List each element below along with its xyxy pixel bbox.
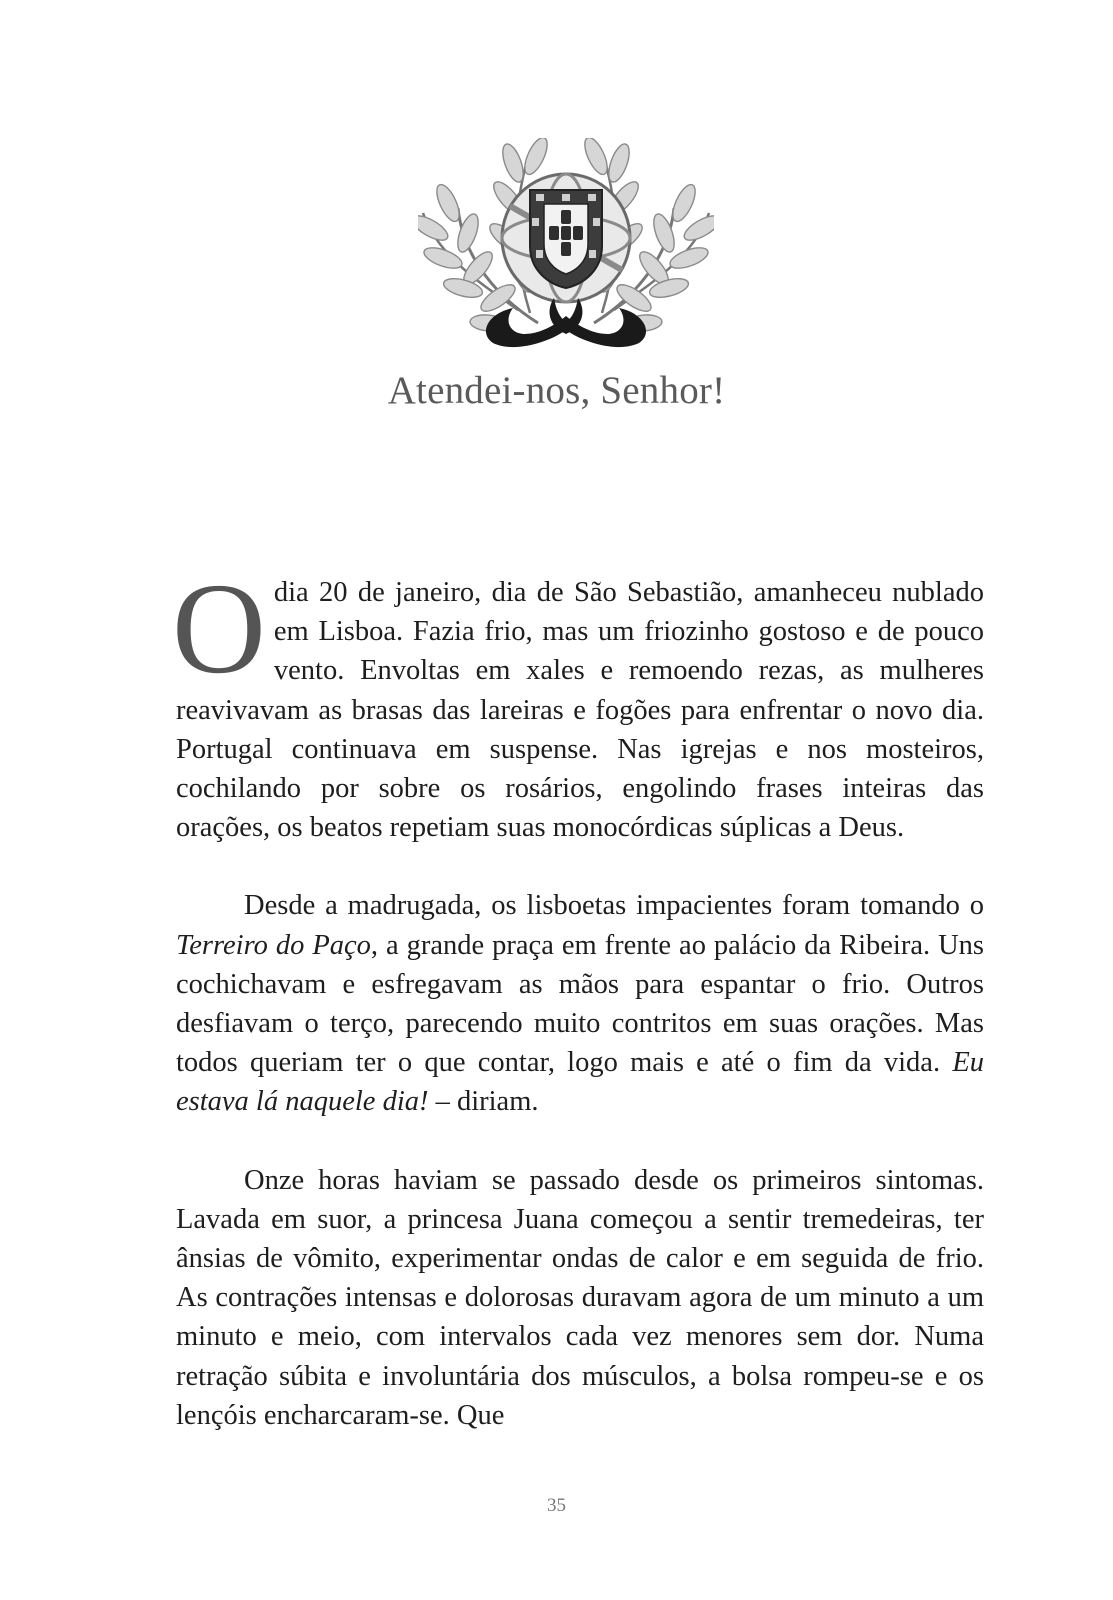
portuguese-coat-of-arms-icon (418, 138, 714, 360)
chapter-title: Atendei-nos, Senhor! (387, 369, 726, 412)
paragraph-2-text-a: Desde a madrugada, os lisboetas impacientes foram tomando o (244, 890, 984, 922)
paragraph-2-italic-quote: Eu estava lá naquele dia! (176, 1047, 984, 1118)
paragraph-3-text: Onze horas haviam se passado desde os primeiros sintomas. Lavada em suor, a princesa Juana começou a sentir tremedeiras, ter ânsias de vômito, experimentar ondas de calor e em seguida de frio. As contrações intensas e dolorosas duravam agora de um minuto a um minuto e meio, com intervalos cada vez menores sem dor. Numa retração súbita e involuntária dos músculos, a bolsa rompeu-se e os lençóis encharcaram-se. Que (176, 1164, 984, 1431)
paragraph-3 (176, 1161, 984, 1435)
page-number: 35 (547, 1495, 566, 1516)
paragraph-2-italic-place: Terreiro do Paço (176, 929, 371, 961)
shield (530, 190, 602, 288)
paragraph-2 (176, 886, 984, 1121)
paragraph-2-text-c: – diriam. (428, 1086, 539, 1118)
chapter-body (172, 557, 984, 1435)
paragraph-1 (172, 557, 984, 847)
paragraph-2-text-b: , a grande praça em frente ao palácio da Ribeira. Uns cochichavam e esfregavam as mãos para espantar o frio. Outros desfiavam o terço, parecendo muito contritos em suas orações. Mas todos queriam ter o que contar, logo mais e até o fim da vida. (176, 929, 984, 1079)
paragraph-1-text: dia 20 de janeiro, dia de São Sebastião, amanheceu nublado em Lisboa. Fazia frio, mas um friozinho gostoso e de pouco vento. Envoltas em xales e remoendo rezas, as mulheres reavivavam as brasas das lareiras e fogões para enfrentar o novo dia. Portugal continuava em suspense. Nas igrejas e nos mosteiros, cochilando por sobre os rosários, engolindo frases inteiras das orações, os beatos repetiam suas monocórdicas súplicas a Deus. (176, 577, 984, 844)
drop-cap: O (172, 557, 266, 701)
